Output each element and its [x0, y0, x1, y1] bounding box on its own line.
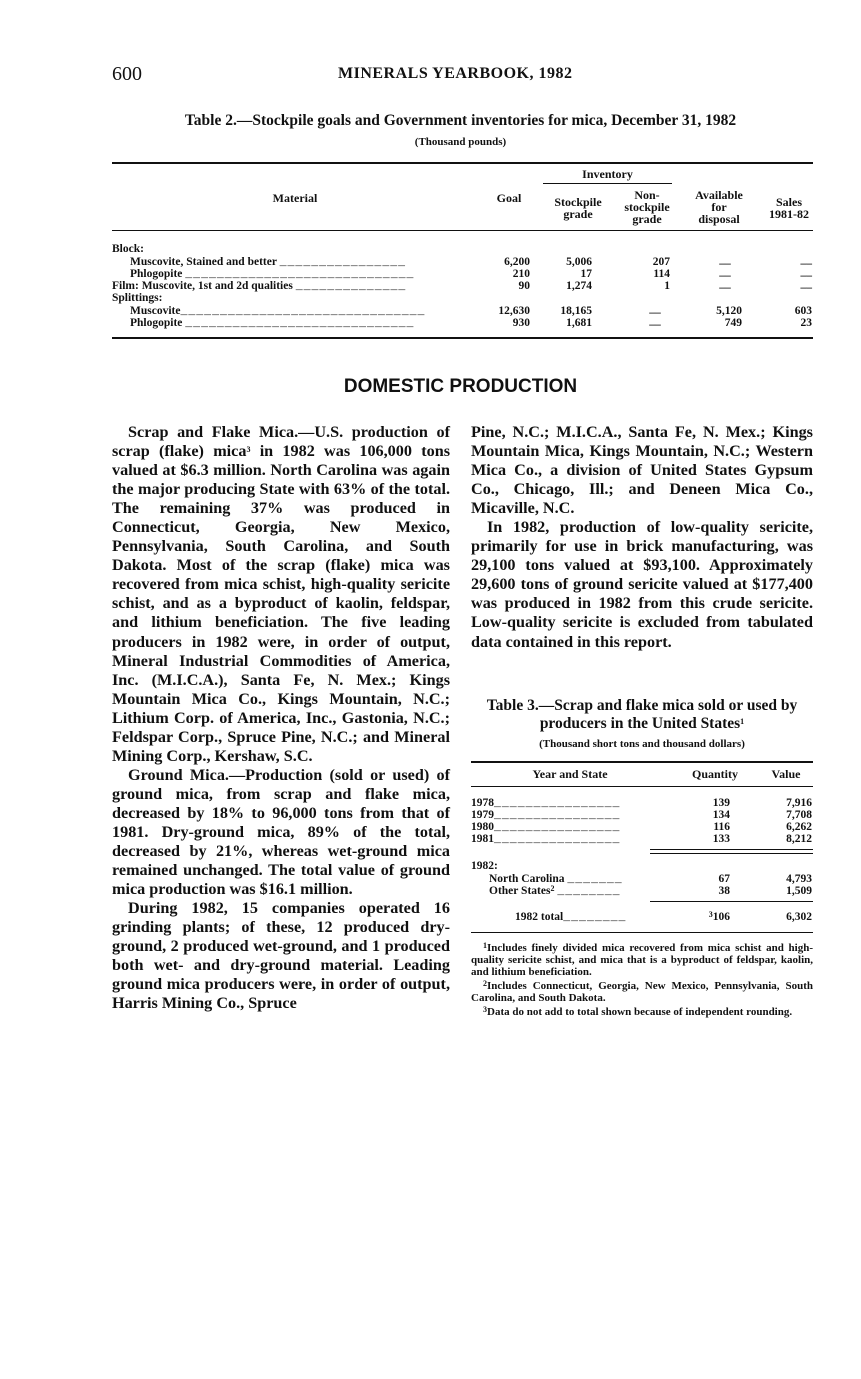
table-cell: 6,262 — [786, 821, 812, 833]
table2-header-available: Available for disposal — [695, 188, 743, 226]
table3-subtitle: (Thousand short tons and thousand dollars) — [539, 738, 745, 750]
total-rule — [650, 901, 813, 902]
table-cell: 5,120 — [716, 305, 742, 317]
paragraph-continued: Pine, N.C.; M.I.C.A., Santa Fe, N. Mex.; Kings Mountain Mica, Kings Mountain, N.C.; Western Mica Co., a division of United States Gypsum Co., Chicago, Ill.; and Deneen Mica Co., Micaville, N.C. — [471, 423, 813, 518]
table2-bottom-rule — [112, 337, 813, 339]
table-cell: 1,509 — [786, 885, 812, 897]
table-cell: 134 — [712, 809, 730, 821]
table-row-label: Other States$^2$ ________ — [489, 884, 621, 898]
paragraph-grinding-plants: During 1982, 15 companies operated 16 grinding plants; of these, 12 produced dry-ground, 2 produced wet-ground, and 1 produced both wet- and dry-ground material. Leading ground mica producers were, in order of output, Harris Mining Co., Spruce — [112, 899, 450, 1013]
paragraph-ground-mica: Ground Mica.—Production (sold or used) of ground mica, from scrap and flake mica, decreased by 18% to 96,000 tons from that of 1981. Dry-ground mica, 89% of the total, decreased by 21%, whereas wet-ground mica remained unchanged. The total value of ground mica production was $16.1 million. — [112, 765, 451, 899]
table2-top-rule — [112, 162, 813, 164]
table3-header-quantity: Quantity — [691, 767, 738, 781]
table-cell: 7,916 — [786, 797, 812, 809]
table-cell: __ — [719, 266, 731, 278]
table2-header-sales: Sales 1981-82 — [769, 195, 809, 221]
table3-header-rule — [471, 786, 813, 787]
table-cell: 6,302 — [786, 911, 812, 923]
table-cell: 749 — [724, 317, 742, 329]
table-row-label: 1979________________ — [471, 809, 621, 822]
table-cell: 17 — [580, 268, 592, 280]
subtotal-rule — [650, 849, 813, 850]
table-cell: 133 — [712, 833, 730, 845]
table3-group-1982: 1982: — [471, 860, 498, 872]
table2-subtitle: (Thousand pounds) — [414, 136, 507, 148]
table-cell: __ — [800, 254, 812, 266]
table-cell: 23 — [800, 317, 812, 329]
table2-header-inventory: Inventory — [582, 167, 633, 181]
table2-header-material: Material — [272, 191, 318, 205]
table2-header-goal: Goal — [496, 191, 522, 205]
table3-header-value: Value — [771, 767, 801, 781]
table-cell: __ — [719, 254, 731, 266]
section-heading: DOMESTIC PRODUCTION — [343, 376, 578, 397]
paragraph-sericite: In 1982, production of low-quality sericite, primarily for use in brick manufacturing, was 29,100 tons valued at $93,100. Approximately 29,600 tons of ground sericite valued at $177,400 was produced in 1982 from this crude sericite. Low-quality sericite is excluded from tabulated data contained in this report. — [471, 518, 813, 651]
table2-group-block: Block: — [112, 243, 144, 255]
table3-bottom-rule — [471, 932, 813, 933]
table2-header-rule — [112, 230, 813, 231]
table-row-label: Muscovite, Stained and better ________________ — [130, 256, 407, 269]
table-cell: 116 — [713, 821, 730, 833]
footnote: $^1$Includes finely divided mica recovered from mica schist and high-quality sericite schist, and mica that is a byproduct of feldspar, kaolin, and lithium beneficiation. — [471, 941, 813, 978]
paragraph-scrap-flake: Scrap and Flake Mica.—U.S. production of scrap (flake) mica$^3$ in 1982 was 106,000 tons valued at $6.3 million. North Carolina was again the major producing State with 63% of the total. The remaining 37% was produced in Connecticut, Georgia, New Mexico, Pennsylvania, South Carolina, and South Dakota. Most of the scrap (flake) mica was recovered from mica schist, high-quality sericite schist, and as a byproduct of kaolin, feldspar, and lithium beneficiation. The five leading producers in 1982 were, in order of output, Mineral Industrial Commodities of America, Inc. (M.I.C.A.), Santa Fe, N. Mex.; Kings Mountain Mica Co., Kings Mountain, N.C.; Lithium Corp. of America, Inc., Gastonia, N.C.; Feldspar Corp., Spruce Pine, N.C.; and Mineral Mining Corp., Kershaw, S.C. — [112, 423, 450, 765]
table-row-label: North Carolina _______ — [489, 873, 623, 886]
table-cell: 930 — [512, 317, 530, 329]
table-cell: 18,165 — [560, 305, 592, 317]
table-cell: __ — [719, 278, 731, 290]
table-cell: 114 — [653, 268, 670, 280]
table-cell: __ — [649, 303, 661, 315]
table-cell: 1 — [664, 280, 670, 292]
footnote: $^3$Data do not add to total shown because of independent rounding. — [483, 1005, 793, 1018]
table-cell: 6,200 — [504, 256, 530, 268]
table-row-label: 1982 total________ — [515, 911, 627, 924]
table-cell: 5,006 — [566, 256, 592, 268]
right-column — [471, 423, 813, 652]
table-cell: 210 — [512, 268, 530, 280]
page-number: 600 — [112, 63, 142, 85]
table-row-label: 1978________________ — [471, 797, 621, 810]
table-cell: __ — [800, 266, 812, 278]
table-cell: __ — [649, 315, 661, 327]
table-cell: 1,681 — [566, 317, 592, 329]
running-title: MINERALS YEARBOOK, 1982 — [338, 65, 573, 82]
table-cell: 4,793 — [786, 873, 812, 885]
table-row-label: Muscovite_______________________________ — [130, 305, 426, 318]
table2-group-splittings: Splittings: — [112, 292, 163, 304]
table-cell: 8,212 — [786, 833, 812, 845]
table-cell: 7,708 — [786, 809, 812, 821]
subtotal-rule — [650, 853, 813, 854]
table-row-label: Phlogopite _____________________________ — [130, 268, 415, 281]
left-column — [112, 423, 450, 1013]
table3-title: Table 3.—Scrap and flake mica sold or used by producers in the United States$^1$ — [486, 697, 798, 732]
table-row-label: Phlogopite _____________________________ — [130, 317, 415, 330]
table2-title: Table 2.—Stockpile goals and Government inventories for mica, December 31, 1982 — [184, 112, 737, 129]
table3-header-year-state: Year and State — [532, 767, 608, 781]
table-cell: __ — [800, 278, 812, 290]
table-cell: $^3$106 — [708, 910, 730, 923]
run-in-head: Scrap and Flake Mica. — [128, 423, 299, 441]
table2-header-stockpile: Stockpile grade — [554, 195, 602, 221]
table-cell: 139 — [712, 797, 730, 809]
table-cell: 603 — [794, 305, 812, 317]
table-cell: 207 — [652, 256, 670, 268]
table-row-label: 1981________________ — [471, 833, 621, 846]
table-row-label: 1980________________ — [471, 821, 621, 834]
table-row-label: Film: Muscovite, 1st and 2d qualities ______________ — [112, 280, 407, 293]
table-cell: 67 — [718, 873, 730, 885]
table-cell: 1,274 — [566, 280, 592, 292]
table-cell: 38 — [718, 885, 730, 897]
table3-top-rule — [471, 761, 813, 763]
run-in-head: Ground Mica. — [128, 765, 229, 784]
inventory-rule — [543, 183, 672, 184]
table-cell: 90 — [518, 280, 530, 292]
table-cell: 12,630 — [498, 305, 530, 317]
footnote: $^2$Includes Connecticut, Georgia, New Mexico, Pennsylvania, South Carolina, and South Dakota. — [471, 979, 813, 1004]
table2-header-nonstockpile: Non- stockpile grade — [624, 188, 670, 226]
